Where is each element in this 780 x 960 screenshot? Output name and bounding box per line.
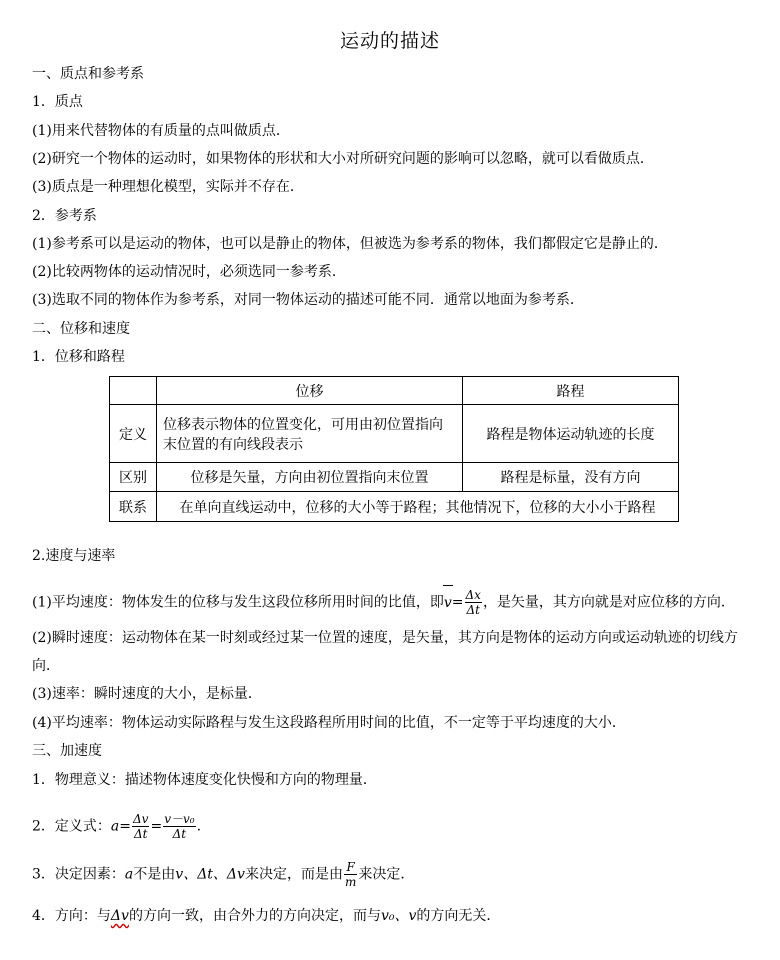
fraction <box>163 812 195 841</box>
fraction-denominator: Δt <box>172 827 187 841</box>
row-label: 区别 <box>110 463 157 492</box>
text: (1)平均速度：物体发生的位移与发生这段位移所用时间的比值，即 <box>32 594 444 611</box>
fraction-denominator: Δt <box>466 603 480 617</box>
text: 来决定． <box>358 866 415 883</box>
paragraph: (2)比较两物体的运动情况时，必须选同一参考系． <box>32 264 346 280</box>
paragraph: (4)平均速率：物体运动实际路程与发生这段路程所用时间的比值，不一定等于平均速度的大小． <box>32 715 626 731</box>
fraction <box>344 860 357 889</box>
paragraph-definition <box>32 812 201 841</box>
fraction-numerator: Δx <box>465 588 481 602</box>
table-header-cell: 路程 <box>463 377 679 405</box>
paragraph: (3)速率：瞬时速度的大小，是标量． <box>32 686 262 702</box>
formula-v-bar: v <box>443 594 452 611</box>
fraction-numerator: Δv <box>133 812 149 826</box>
row-label: 定义 <box>110 405 157 463</box>
fraction <box>465 588 482 617</box>
paragraph: (2)研究一个物体的运动时，如果物体的形状和大小对所研究问题的影响可以忽略，就可以看做质点． <box>32 151 654 167</box>
comparison-table <box>109 376 679 522</box>
cell-text-line: 末位置的有向线段表示 <box>163 436 303 453</box>
formula-equals: = <box>150 818 163 835</box>
paragraph-direction <box>32 906 500 926</box>
subheading-reference-frame: 2．参考系 <box>32 208 97 224</box>
table-cell <box>157 405 463 463</box>
paragraph-average-velocity <box>32 588 735 617</box>
section-heading-3: 三、加速度 <box>32 743 102 759</box>
table-cell: 路程是物体运动轨迹的长度 <box>463 405 679 463</box>
subheading-velocity-speed: 2.速度与速率 <box>32 548 116 564</box>
paragraph: (2)瞬时速度：运动物体在某一时刻或经过某一位置的速度，是矢量，其方向是物体的运动方向或运动轨迹的切线方 <box>32 630 738 646</box>
fraction-denominator: Δt <box>133 827 148 841</box>
text: 2．定义式： <box>32 818 111 835</box>
text: 不是由 <box>133 866 176 883</box>
document-title: 运动的描述 <box>339 30 440 52</box>
paragraph: (1)用来代替物体的有质量的点叫做质点． <box>32 123 290 139</box>
section-heading-2: 二、位移和速度 <box>32 321 130 337</box>
subheading-mass-point: 1．质点 <box>32 94 83 110</box>
formula-terms: v₀、v <box>380 908 417 924</box>
text: 的方向无关． <box>416 908 501 924</box>
fraction <box>132 812 149 841</box>
table-header-cell: 位移 <box>157 377 463 405</box>
formula-terms: v、Δt、Δv <box>175 866 245 883</box>
table-row <box>110 463 679 492</box>
formula-delta-v: Δv <box>110 908 129 924</box>
table-corner-cell <box>110 377 157 405</box>
section-heading-1: 一、质点和参考系 <box>32 66 144 82</box>
table-cell: 位移是矢量，方向由初位置指向末位置 <box>157 463 463 492</box>
row-label: 联系 <box>110 492 157 522</box>
text: . <box>196 818 202 835</box>
fraction-numerator: F <box>344 860 357 875</box>
paragraph: 1．物理意义：描述物体速度变化快慢和方向的物理量． <box>32 772 377 788</box>
paragraph: (1)参考系可以是运动的物体，也可以是静止的物体，但被选为参考系的物体，我们都假定它是静止的． <box>32 236 668 252</box>
table-row <box>110 405 679 463</box>
text: ，是矢量，其方向就是对应位移的方向． <box>482 594 735 611</box>
cell-text-line: 位移表示物体的位置变化，可用由初位置指向 <box>163 416 443 433</box>
text: 3．决定因素： <box>32 866 125 883</box>
formula-equals: = <box>451 594 464 611</box>
formula-equals: = <box>119 818 132 835</box>
text: 来决定，而是由 <box>244 866 343 883</box>
fraction-numerator: v－v₀ <box>164 812 195 826</box>
text: 的方向一致，由合外力的方向决定，而与 <box>128 908 381 924</box>
table-header-row <box>110 377 679 405</box>
formula-a: a <box>124 866 134 883</box>
subheading-displacement-distance: 1．位移和路程 <box>32 349 125 365</box>
paragraph-determining-factors <box>32 860 414 889</box>
table-cell-merged: 在单向直线运动中，位移的大小等于路程；其他情况下，位移的大小小于路程 <box>157 492 679 522</box>
formula-a: a <box>110 818 120 835</box>
paragraph: (3)选取不同的物体作为参考系，对同一物体运动的描述可能不同．通常以地面为参考系． <box>32 292 584 308</box>
text: 4．方向：与 <box>32 908 111 924</box>
fraction-denominator: m <box>344 875 357 889</box>
table-cell: 路程是标量，没有方向 <box>463 463 679 492</box>
paragraph: (3)质点是一种理想化模型，实际并不存在． <box>32 179 304 195</box>
paragraph-continuation: 向． <box>32 658 60 674</box>
table-row <box>110 492 679 522</box>
